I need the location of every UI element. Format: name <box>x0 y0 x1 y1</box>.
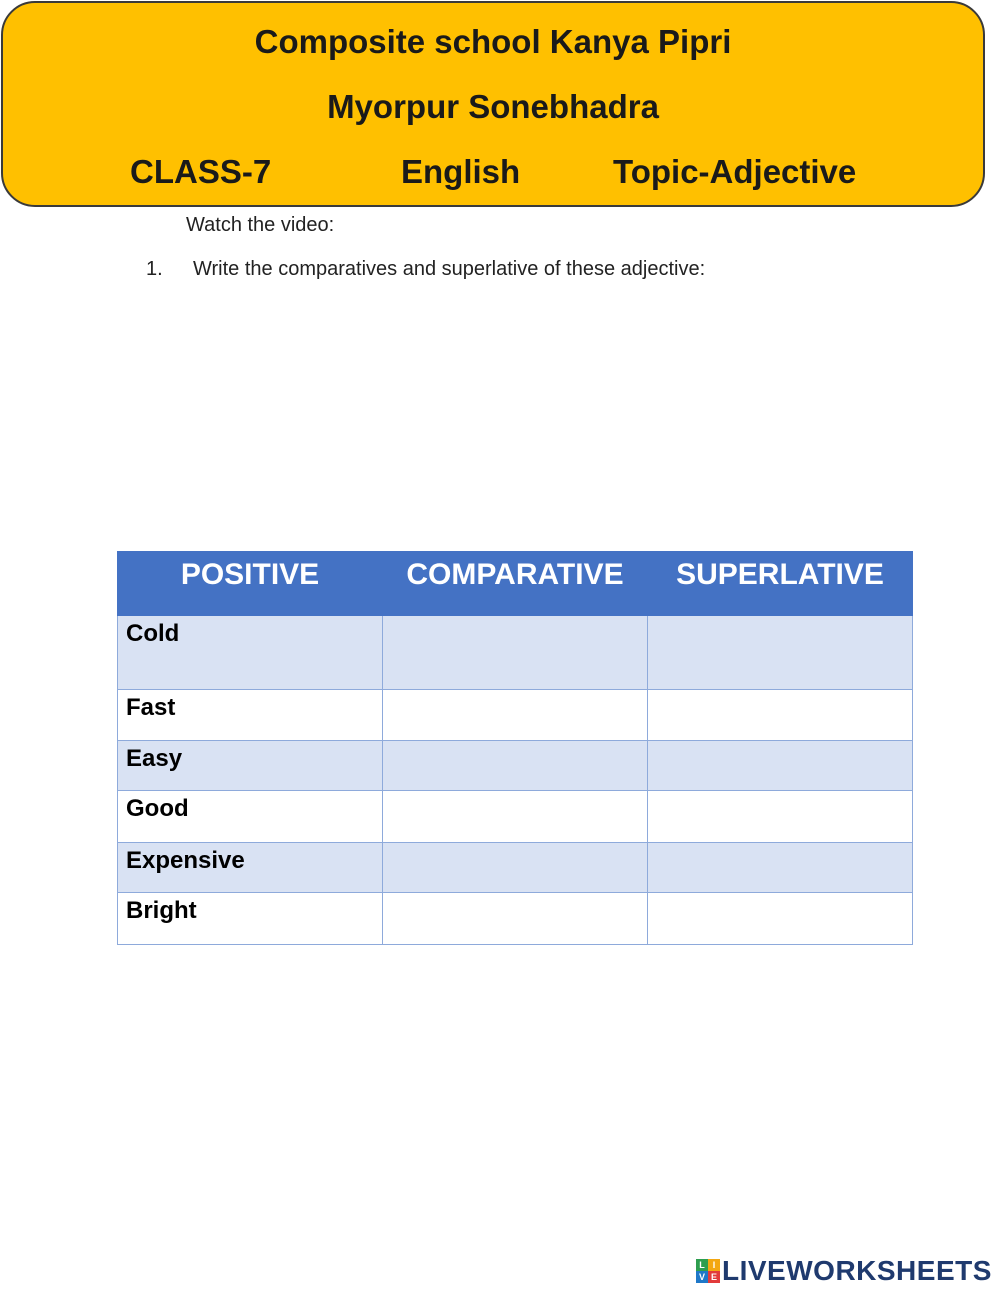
liveworksheets-brand <box>696 1255 992 1287</box>
comparative-answer-input[interactable] <box>391 795 643 823</box>
comparative-answer-cell[interactable] <box>383 690 648 741</box>
table-row <box>118 690 913 741</box>
comparative-answer-input[interactable] <box>391 897 643 925</box>
topic-label: Topic-Adjective <box>613 153 857 190</box>
comparative-answer-cell[interactable] <box>383 843 648 893</box>
positive-cell: Fast <box>118 690 383 741</box>
liveworksheets-logo-icon <box>696 1259 720 1283</box>
question-text: Write the comparatives and superlative of these adjective: <box>193 258 706 280</box>
logo-letter: L <box>696 1259 708 1271</box>
comparative-answer-input[interactable] <box>391 620 643 648</box>
table-row <box>118 741 913 791</box>
header-banner <box>1 1 985 207</box>
superlative-answer-input[interactable] <box>656 897 908 925</box>
brand-text: LIVEWORKSHEETS <box>722 1255 992 1286</box>
superlative-answer-input[interactable] <box>656 694 908 722</box>
comparative-answer-input[interactable] <box>391 847 643 875</box>
subject-label: English <box>401 153 521 190</box>
watch-video-instruction: Watch the video: <box>186 214 335 236</box>
table-row <box>118 791 913 843</box>
table-row <box>118 843 913 893</box>
question-number: 1. <box>146 258 163 280</box>
table-row <box>118 893 913 945</box>
comparative-answer-cell[interactable] <box>383 893 648 945</box>
superlative-answer-cell[interactable] <box>648 791 913 843</box>
superlative-answer-input[interactable] <box>656 620 908 648</box>
positive-cell: Good <box>118 791 383 843</box>
column-header-superlative: SUPERLATIVE <box>648 552 913 616</box>
school-location: Myorpur Sonebhadra <box>327 88 659 125</box>
logo-letter: I <box>708 1259 720 1271</box>
positive-cell: Expensive <box>118 843 383 893</box>
positive-cell: Easy <box>118 741 383 791</box>
superlative-answer-cell[interactable] <box>648 616 913 690</box>
comparative-answer-cell[interactable] <box>383 741 648 791</box>
table-row <box>118 616 913 690</box>
class-label: CLASS-7 <box>130 153 272 190</box>
adjective-table <box>117 551 913 945</box>
comparative-answer-input[interactable] <box>391 694 643 722</box>
superlative-answer-input[interactable] <box>656 795 908 823</box>
superlative-answer-cell[interactable] <box>648 690 913 741</box>
logo-letter: E <box>708 1271 720 1283</box>
column-header-comparative: COMPARATIVE <box>383 552 648 616</box>
positive-cell: Bright <box>118 893 383 945</box>
superlative-answer-input[interactable] <box>656 847 908 875</box>
table-header-row <box>118 552 913 616</box>
comparative-answer-cell[interactable] <box>383 616 648 690</box>
superlative-answer-cell[interactable] <box>648 843 913 893</box>
comparative-answer-cell[interactable] <box>383 791 648 843</box>
column-header-positive: POSITIVE <box>118 552 383 616</box>
superlative-answer-cell[interactable] <box>648 893 913 945</box>
superlative-answer-cell[interactable] <box>648 741 913 791</box>
superlative-answer-input[interactable] <box>656 745 908 773</box>
school-name: Composite school Kanya Pipri <box>254 23 732 60</box>
positive-cell: Cold <box>118 616 383 690</box>
comparative-answer-input[interactable] <box>391 745 643 773</box>
logo-letter: V <box>696 1271 708 1283</box>
